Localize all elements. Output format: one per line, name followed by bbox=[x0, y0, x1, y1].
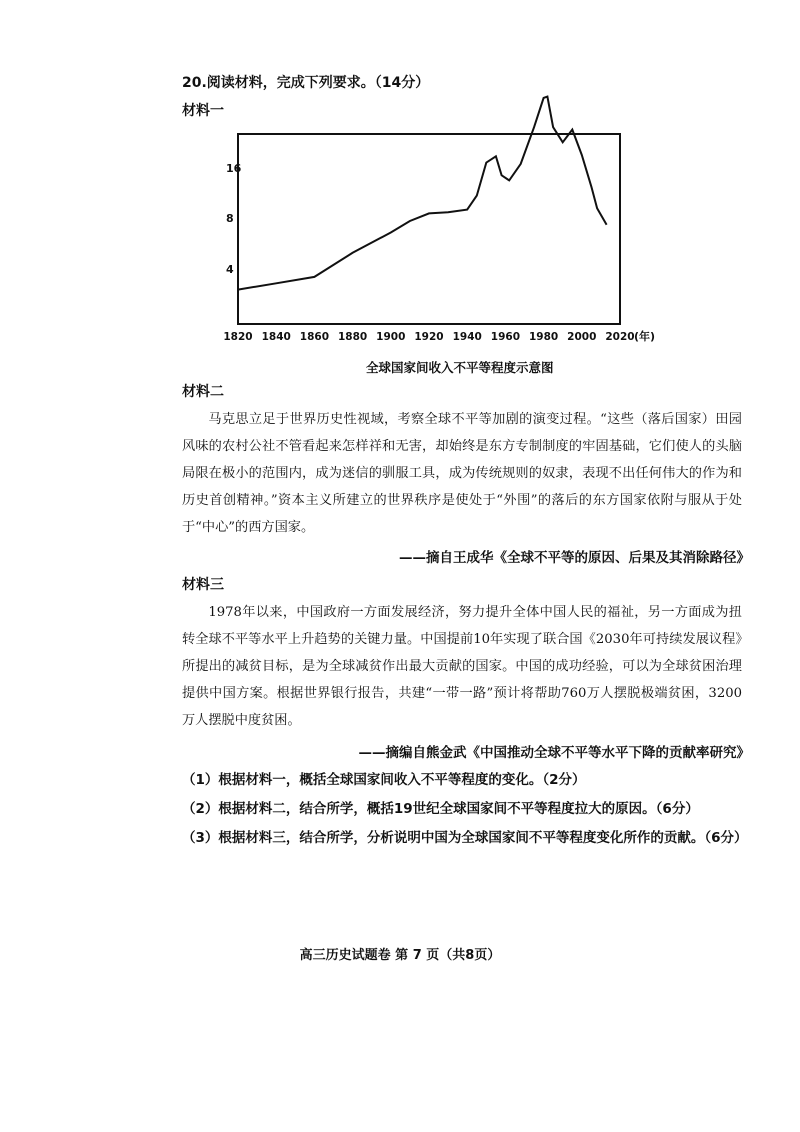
x-tick-label: 1860 bbox=[299, 331, 330, 343]
x-tick-label: 2020 bbox=[605, 331, 635, 343]
y-tick-label: 8 bbox=[226, 212, 234, 225]
y-tick-label: 16 bbox=[226, 162, 242, 175]
x-tick-label: 1980 bbox=[528, 331, 559, 343]
x-tick-label: 2000 bbox=[567, 331, 597, 343]
y-tick-label: 4 bbox=[226, 263, 234, 276]
x-tick-label: 1840 bbox=[261, 331, 291, 343]
x-tick-label: 1940 bbox=[452, 331, 482, 343]
page-footer: 高三历史试题卷 第 7 页（共8页） bbox=[299, 948, 501, 963]
x-tick-label: 1900 bbox=[376, 331, 406, 343]
question-1: （1）根据材料一，概括全球国家间收入不平等程度的变化。（2分） bbox=[182, 772, 586, 788]
question-header: 20.阅读材料，完成下列要求。（14分） bbox=[182, 75, 430, 91]
x-tick-label: 1960 bbox=[490, 331, 521, 343]
chart-caption: 全球国家间收入不平等程度示意图 bbox=[366, 360, 554, 375]
material-2-label: 材料二 bbox=[182, 384, 224, 400]
question-2: （2）根据材料二，结合所学，概括19世纪全球国家间不平等程度拉大的原因。（6分） bbox=[182, 801, 699, 817]
material-2-source: ——摘自王成华《全球不平等的原因、后果及其消除路径》 bbox=[399, 550, 750, 566]
material-3-label: 材料三 bbox=[182, 577, 224, 593]
x-tick-label: 1880 bbox=[337, 331, 368, 343]
material-1-label: 材料一 bbox=[182, 103, 224, 119]
chart-frame bbox=[238, 134, 620, 324]
material-2-text: 马克思立足于世界历史性视域，考察全球不平等加剧的演变过程。“这些（落后国家）田园风味的农村公社不管看起来怎样祥和无害，却始终是东方专制制度的牢固基础，它们使人的头脑局限在极小的范围内，成为迷信的驯服工具，成为传统规则的奴隶，表现不出任何伟大的作为和历史首创精神。”资本主义所建立的世界秩序是使处于“外围”的落后的东方国家依附与服从于处于“中心”的西方国家。 bbox=[182, 412, 742, 535]
x-tick-label: 1820 bbox=[223, 331, 253, 343]
x-axis-unit: (年) bbox=[634, 330, 656, 343]
material-3-text: 1978年以来，中国政府一方面发展经济，努力提升全体中国人民的福祉，另一方面成为扭转全球不平等水平上升趋势的关键力量。中国提前10年实现了联合国《2030年可持续发展议程》所提出的减贫目标，是为全球减贫作出最大贡献的国家。中国的成功经验，可以为全球贫困治理提供中国方案。根据世界银行报告，共建“一带一路”预计将帮助760万人摆脱极端贫困，3200万人摆脱中度贫困。 bbox=[182, 605, 742, 728]
material-3-source: ——摘编自熊金武《中国推动全球不平等水平下降的贡献率研究》 bbox=[358, 745, 750, 761]
question-3: （3）根据材料三，结合所学，分析说明中国为全球国家间不平等程度变化所作的贡献。（6分） bbox=[182, 830, 748, 846]
inequality-line-chart bbox=[222, 128, 656, 354]
x-tick-label: 1920 bbox=[414, 331, 444, 343]
series-line bbox=[238, 97, 607, 290]
